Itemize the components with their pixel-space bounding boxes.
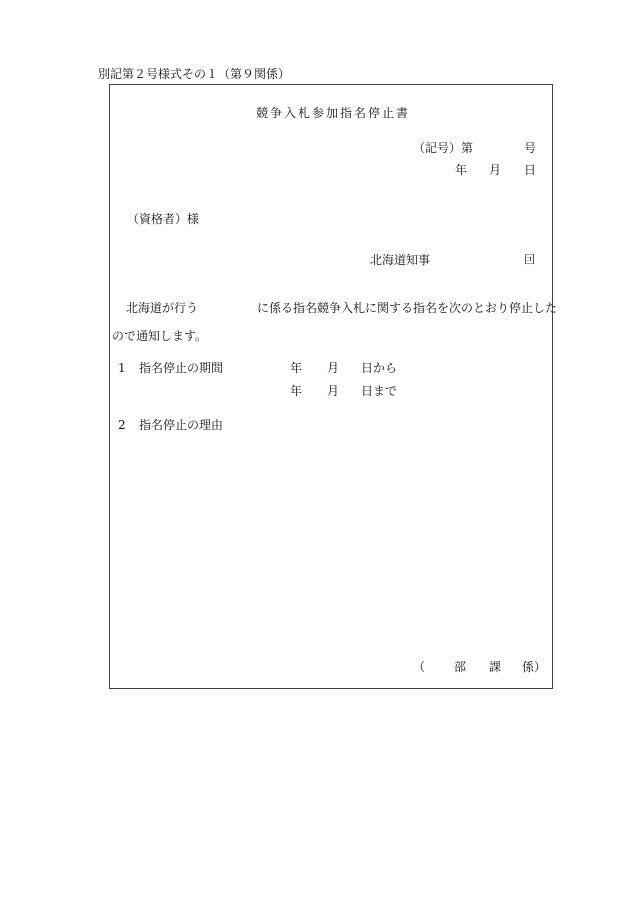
issue-date-month: 月 [489, 163, 502, 177]
issue-date-day: 日 [524, 163, 537, 177]
seal-mark: 囙 [524, 253, 535, 266]
body-text-continued: に係る指名競争入札に関する指名を次のとおり停止した [257, 301, 558, 315]
period-from-year: 年 [290, 361, 303, 375]
document-title: 競争入札参加指名停止書 [256, 106, 411, 120]
footer-unit: 係） [522, 660, 547, 674]
body-text-start: 北海道が行う [126, 301, 199, 315]
footer-section: 課 [489, 660, 502, 674]
form-reference-header: 別記第２号様式その１（第９関係） [98, 67, 291, 81]
item2-number: 2 [118, 418, 126, 432]
document-number-label: （記号）第 [413, 141, 474, 155]
issue-date-year: 年 [455, 163, 468, 177]
period-to-month: 月 [327, 384, 340, 398]
footer-open-paren: （ [413, 660, 426, 674]
issuer-name: 北海道知事 [370, 253, 431, 267]
item1-label: 指名停止の期間 [139, 361, 224, 375]
period-from-month: 月 [327, 361, 340, 375]
period-to-year: 年 [290, 384, 303, 398]
body-text-line2: ので通知します。 [112, 329, 208, 343]
period-from-day: 日から [361, 361, 398, 375]
addressee: （資格者）様 [127, 212, 200, 226]
item1-number: 1 [118, 361, 126, 375]
footer-department: 部 [454, 660, 467, 674]
item2-label: 指名停止の理由 [139, 418, 224, 432]
document-number-suffix: 号 [524, 141, 537, 155]
period-to-day: 日まで [361, 384, 398, 398]
